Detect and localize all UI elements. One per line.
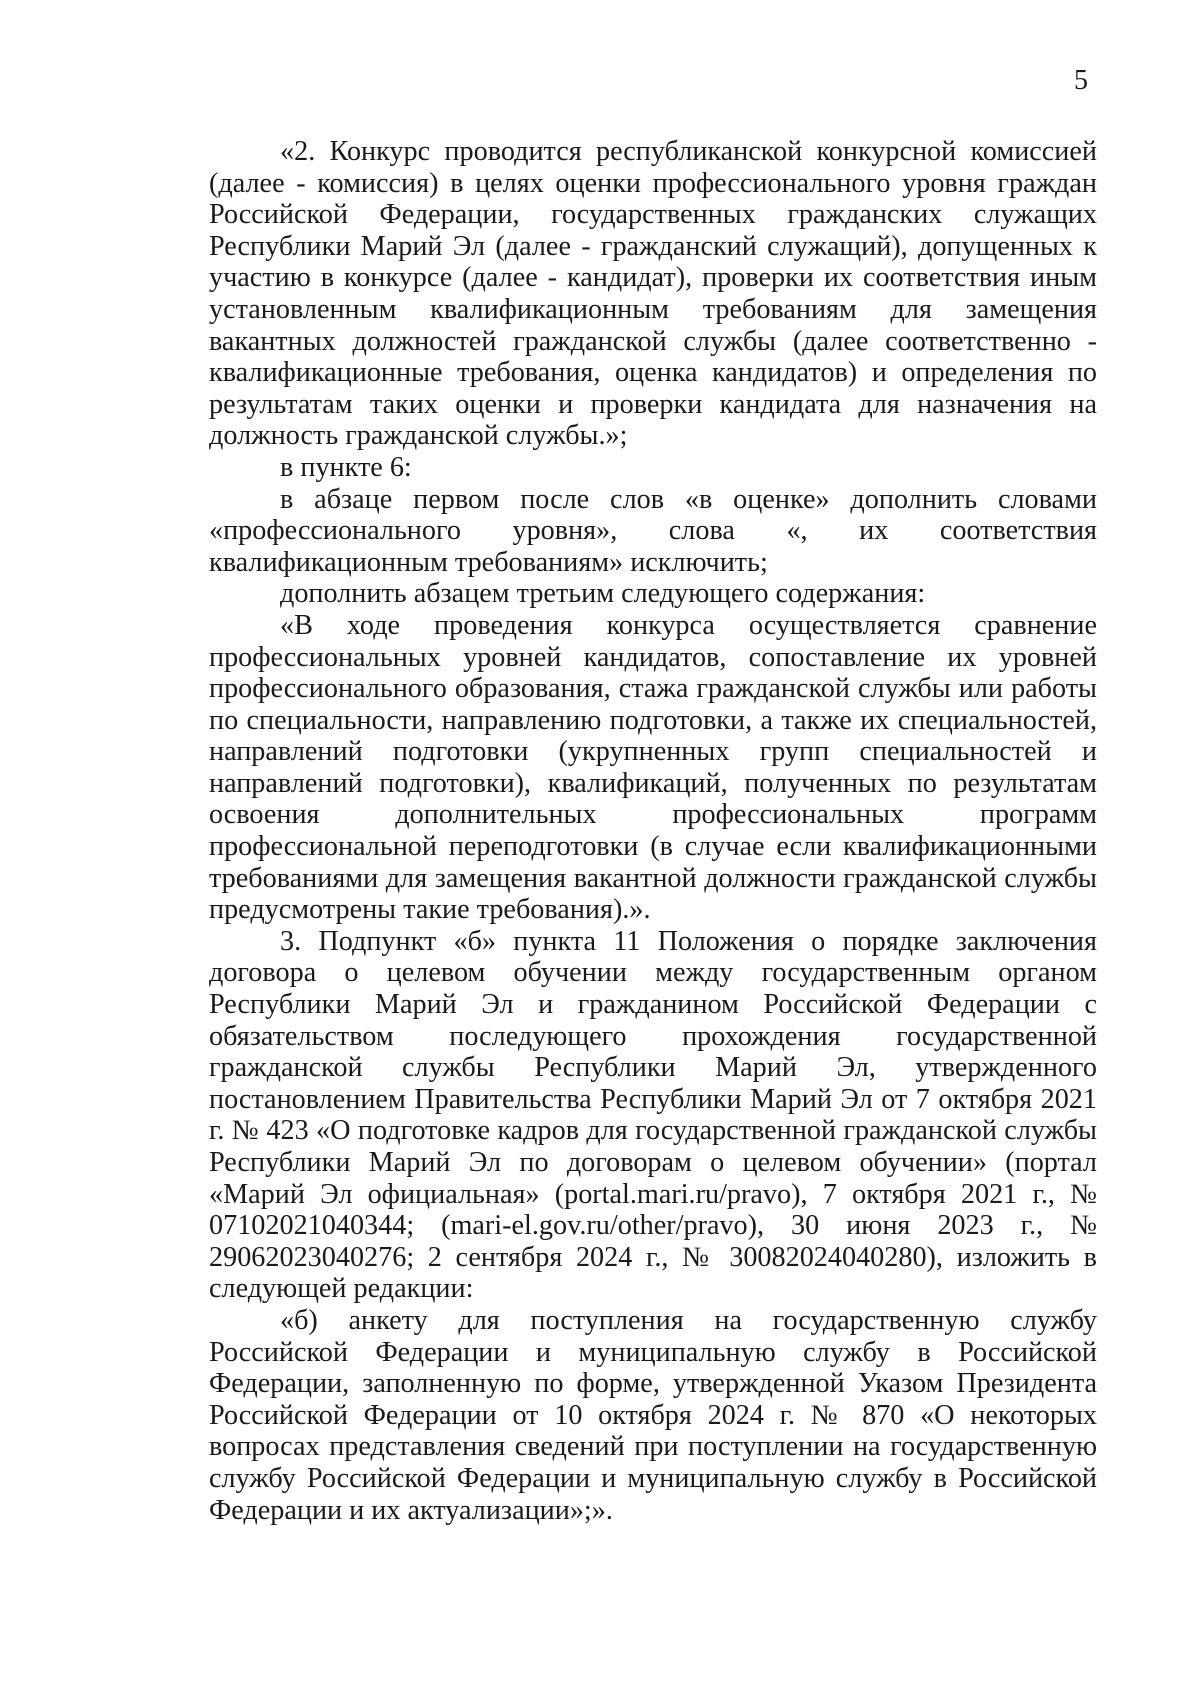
document-body xyxy=(209,136,1097,1526)
paragraph-questionnaire: «б) анкету для поступления на государственную службу Российской Федерации и муниципальную службу в Российской Федерации, заполненную по форме, утвержденной Указом Президента Российской Федерации от 10 октября 2024 г. № 870 «О некоторых вопросах представления сведений при поступлении на государственную службу Российской Федерации и муниципальную службу в Российской Федерации и их актуализации»;». xyxy=(209,1304,1097,1526)
paragraph-competition-purpose: «2. Конкурс проводится республиканской конкурсной комиссией (далее - комиссия) в целях оценки профессионального уровня граждан Российской Федерации, государственных гражданских служащих Республики Марий Эл (далее - гражданский служащий), допущенных к участию в конкурсе (далее - кандидат), проверки их соответствия иным установленным квалификационным требованиям для замещения вакантных должностей гражданской службы (далее соответственно - квалификационные требования, оценка кандидатов) и определения по результатам таких оценки и проверки кандидата для назначения на должность гражданской службы.»; xyxy=(209,136,1097,452)
paragraph-point-6-intro: в пункте 6: xyxy=(280,451,412,483)
paragraph-competition-comparison: «В ходе проведения конкурса осуществляется сравнение профессиональных уровней кандидатов, сопоставление их уровней профессионального образования, стажа гражданской службы или работы по специальности, направлению подготовки, а также их специальностей, направлений подготовки (укрупненных групп специальностей и направлений подготовки), квалификаций, полученных по результатам освоения дополнительных профессиональных программ профессиональной переподготовки (в случае если квалификационными требованиями для замещения вакантной должности гражданской службы предусмотрены такие требования).». xyxy=(209,609,1097,926)
paragraph-add-third-clause: дополнить абзацем третьим следующего содержания: xyxy=(280,578,926,610)
paragraph-first-clause-amendment: в абзаце первом после слов «в оценке» дополнить словами «профессионального уровня», слова «, их соответствия квалификационным требованиям» исключить; xyxy=(209,483,1097,578)
page-number: 5 xyxy=(1074,65,1088,96)
paragraph-subpoint-b-amendment: 3. Подпункт «б» пункта 11 Положения о порядке заключения договора о целевом обучении между государственным органом Республики Марий Эл и гражданином Российской Федерации с обязательством последующего прохождения государственной гражданской службы Республики Марий Эл, утвержденного постановлением Правительства Республики Марий Эл от 7 октября 2021 г. № 423 «О подготовке кадров для государственной гражданской службы Республики Марий Эл по договорам о целевом обучении» (портал «Марий Эл официальная» (portal.mari.ru/pravo), 7 октября 2021 г., № 07102021040344; (mari-el.gov.ru/other/pravo), 30 июня 2023 г., № 29062023040276; 2 сентября 2024 г., № 30082024040280), изложить в следующей редакции: xyxy=(209,925,1097,1305)
